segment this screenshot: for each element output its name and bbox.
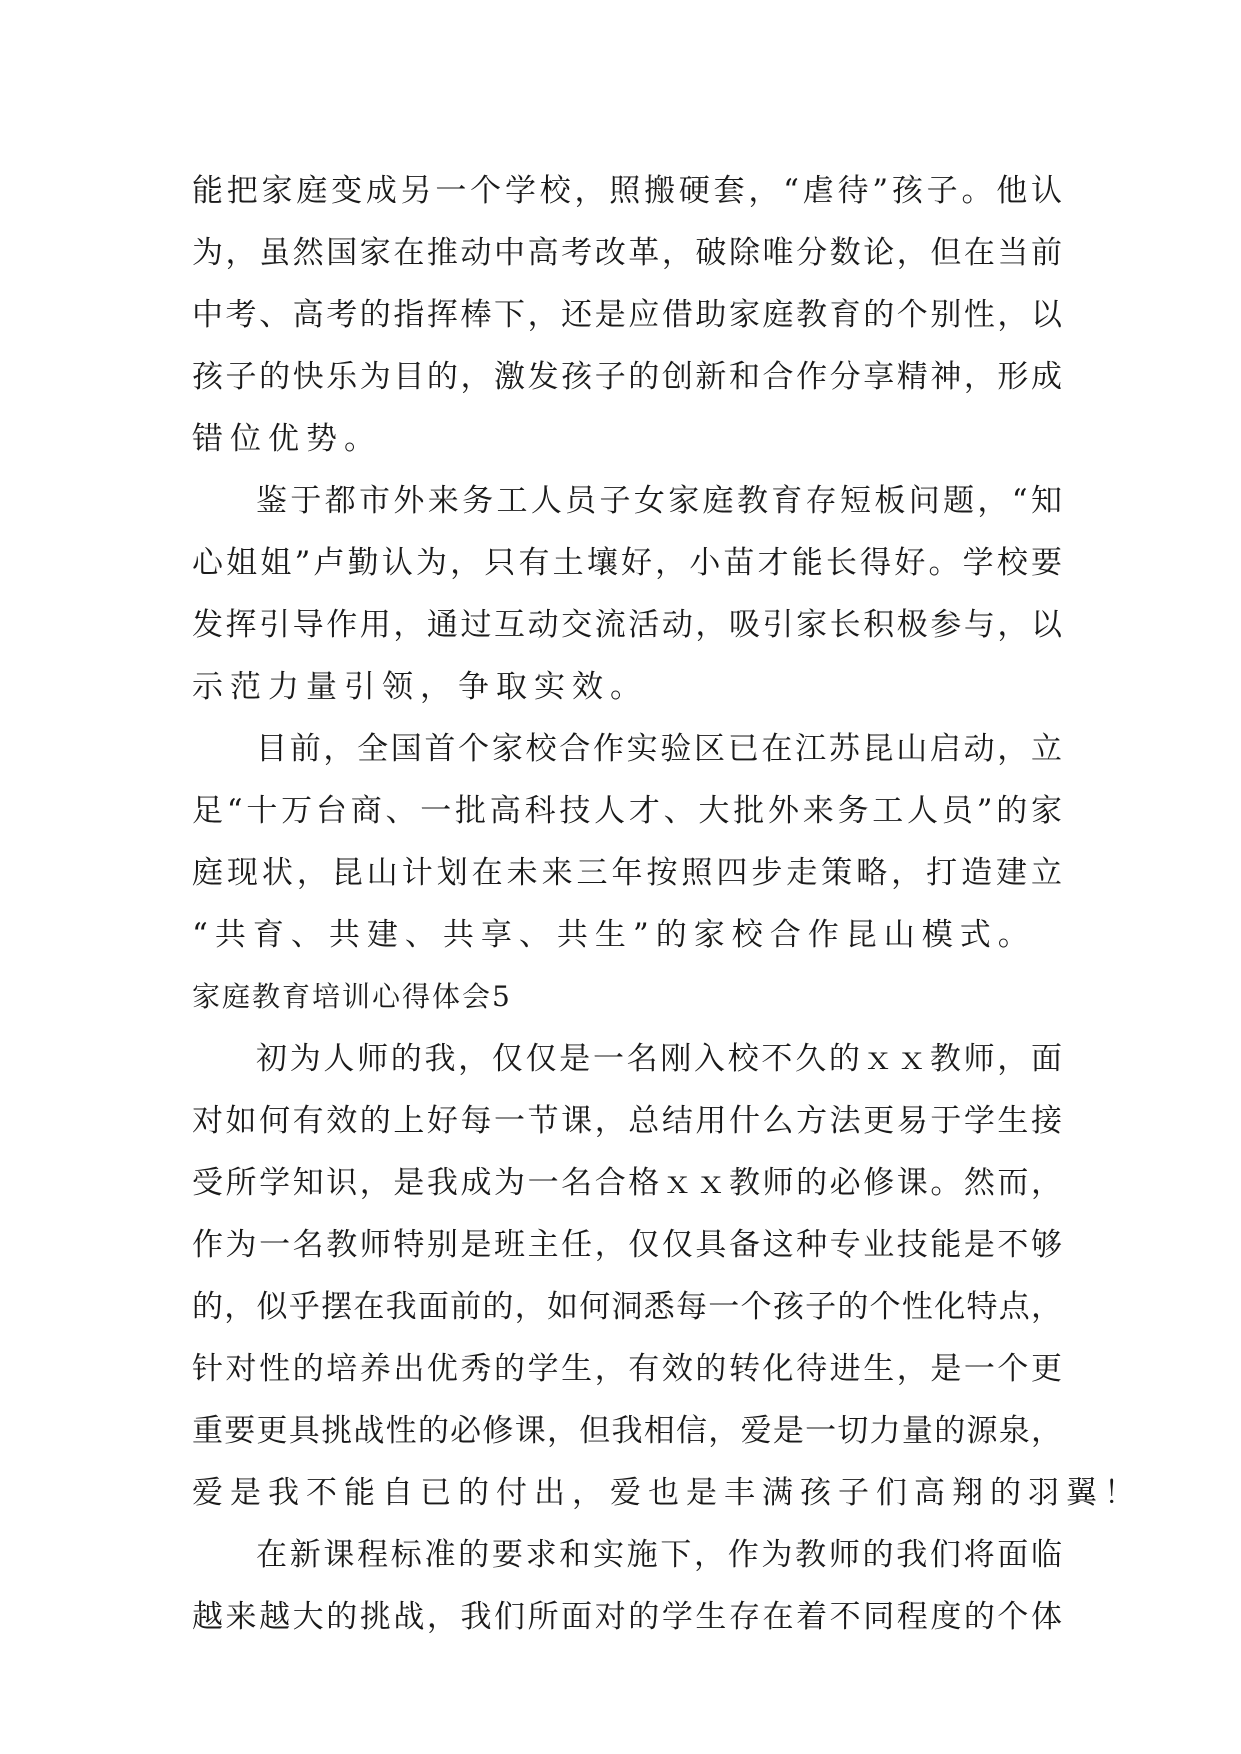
text-line: 在新课程标准的要求和实施下，作为教师的我们将面临 (256, 1537, 1062, 1573)
text-line: 足“十万台商、一批高科技人才、大批外来务工人员”的家 (192, 793, 1062, 829)
text-line: 错位优势。 (192, 421, 382, 457)
text-line: 针对性的培养出优秀的学生，有效的转化待进生，是一个更 (192, 1351, 1062, 1387)
text-line: 受所学知识，是我成为一名合格ｘｘ教师的必修课。然而， (192, 1165, 1062, 1201)
text-line: 能把家庭变成另一个学校，照搬硬套，“虐待”孩子。他认 (192, 173, 1062, 209)
text-line: 庭现状，昆山计划在未来三年按照四步走策略，打造建立 (192, 855, 1062, 891)
text-line: 初为人师的我，仅仅是一名刚入校不久的ｘｘ教师，面 (256, 1041, 1062, 1077)
text-line: 对如何有效的上好每一节课，总结用什么方法更易于学生接 (192, 1103, 1062, 1139)
text-line: 作为一名教师特别是班主任，仅仅具备这种专业技能是不够 (192, 1227, 1062, 1263)
text-line: 为，虽然国家在推动中高考改革，破除唯分数论，但在当前 (192, 235, 1062, 271)
body-text (192, 160, 1142, 1648)
section-heading: 家庭教育培训心得体会5 (192, 980, 512, 1013)
text-line: 示范力量引领，争取实效。 (192, 669, 648, 705)
text-line: 心姐姐”卢勤认为，只有土壤好，小苗才能长得好。学校要 (192, 545, 1062, 581)
text-line: 发挥引导作用，通过互动交流活动，吸引家长积极参与，以 (192, 607, 1062, 643)
text-line: 重要更具挑战性的必修课，但我相信，爱是一切力量的源泉， (192, 1413, 1062, 1449)
text-line: “共育、共建、共享、共生”的家校合作昆山模式。 (192, 917, 1036, 953)
text-line: 中考、高考的指挥棒下，还是应借助家庭教育的个别性，以 (192, 297, 1062, 333)
text-line: 目前，全国首个家校合作实验区已在江苏昆山启动，立 (256, 731, 1062, 767)
text-line: 的，似乎摆在我面前的，如何洞悉每一个孩子的个性化特点， (192, 1289, 1062, 1325)
text-line: 爱是我不能自已的付出，爱也是丰满孩子们高翔的羽翼！ (192, 1475, 1142, 1511)
text-line: 孩子的快乐为目的，激发孩子的创新和合作分享精神，形成 (192, 359, 1062, 395)
text-line: 越来越大的挑战，我们所面对的学生存在着不同程度的个体 (192, 1599, 1062, 1635)
text-line: 鉴于都市外来务工人员子女家庭教育存短板问题，“知 (256, 483, 1062, 519)
